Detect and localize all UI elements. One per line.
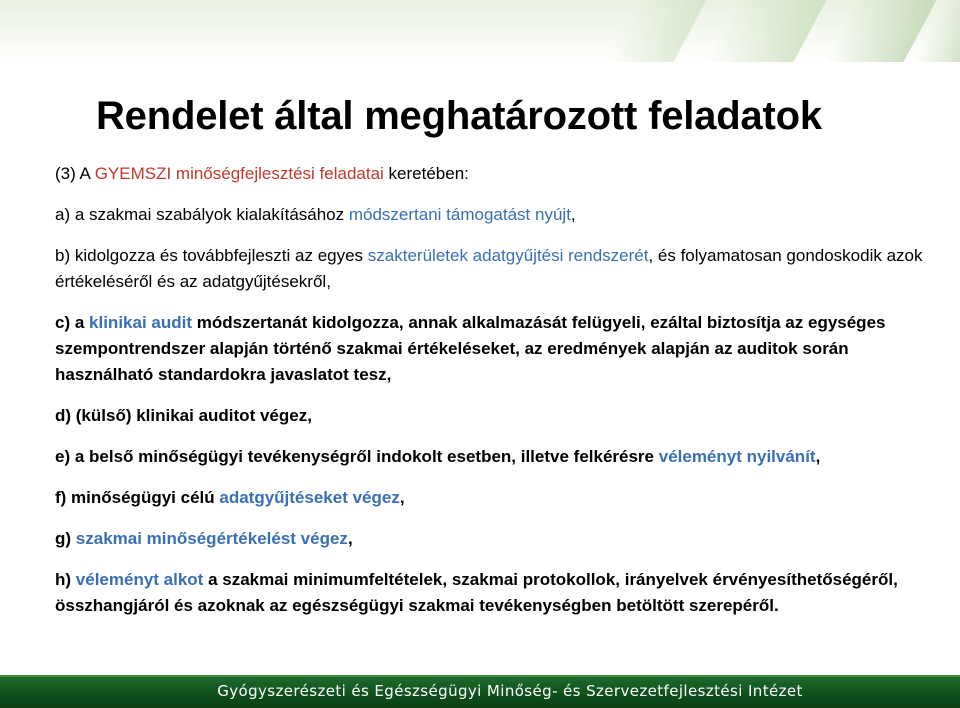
item-text: b) kidolgozza és továbbfejleszti az egyes <box>55 246 368 265</box>
item-text: , <box>570 205 576 224</box>
intro-suffix: keretében: <box>383 164 469 183</box>
list-item-d <box>55 403 935 429</box>
item-text: a szakmai minimumfeltételek, szakmai protokollok, irányelvek érvényesíthetőségéről, összhangjáról és azoknak az egészségügyi szakmai tevékenységben betöltött szerepéről. <box>55 570 898 615</box>
item-text: , <box>347 529 353 548</box>
list-item-a <box>55 202 935 228</box>
list-item-e <box>55 444 935 470</box>
intro-highlight: GYEMSZI minőségfejlesztési feladatai <box>94 164 384 183</box>
item-highlight: véleményt alkot <box>75 570 204 589</box>
item-highlight: klinikai audit <box>89 313 193 332</box>
item-text: a) a szakmai szabályok kialakításához <box>55 205 349 224</box>
item-text: g) <box>55 529 76 548</box>
item-highlight: adatgyűjtéseket végez <box>219 488 400 507</box>
list-item-h <box>55 567 935 619</box>
header-stripe <box>604 0 707 62</box>
item-text: , és folyamatosan gondoskodik azok értékeléséről és az adatgyűjtésekről, <box>55 246 923 291</box>
item-text: e) a belső minőségügyi tevékenységről indokolt esetben, illetve felkérésre <box>55 447 659 466</box>
item-highlight: módszertani támogatást nyújt <box>348 205 571 224</box>
footer-bar <box>0 675 960 708</box>
item-text: d) (külső) klinikai auditot végez, <box>55 406 312 425</box>
item-text: h) <box>55 570 76 589</box>
list-item-b <box>55 243 935 295</box>
item-text: f) minőségügyi célú <box>55 488 220 507</box>
item-text: módszertanát kidolgozza, annak alkalmazását felügyeli, ezáltal biztosítja az egységes szempontrendszer alapján történő szakmai értékeléseket, az eredmények alapján az auditok során használható standardokra javaslatot tesz, <box>55 313 886 384</box>
list-item-g <box>55 526 935 552</box>
item-highlight: szakterületek adatgyűjtési rendszerét <box>367 246 649 265</box>
item-text: c) a <box>55 313 90 332</box>
item-highlight: véleményt nyilvánít <box>658 447 816 466</box>
slide-title: Rendelet által meghatározott feladatok <box>96 94 822 138</box>
item-text: , <box>399 488 405 507</box>
list-item-f <box>55 485 935 511</box>
intro-prefix: (3) A <box>55 164 95 183</box>
header-decoration <box>0 0 960 62</box>
header-stripe <box>704 0 827 62</box>
item-text: , <box>815 447 821 466</box>
intro-line <box>55 161 935 187</box>
item-highlight: szakmai minőségértékelést végez <box>75 529 348 548</box>
slide-body <box>55 161 935 619</box>
list-item-c <box>55 310 935 388</box>
footer-institute-name: Gyógyszerészeti és Egészségügyi Minőség- és Szervezetfejlesztési Intézet <box>217 682 803 700</box>
